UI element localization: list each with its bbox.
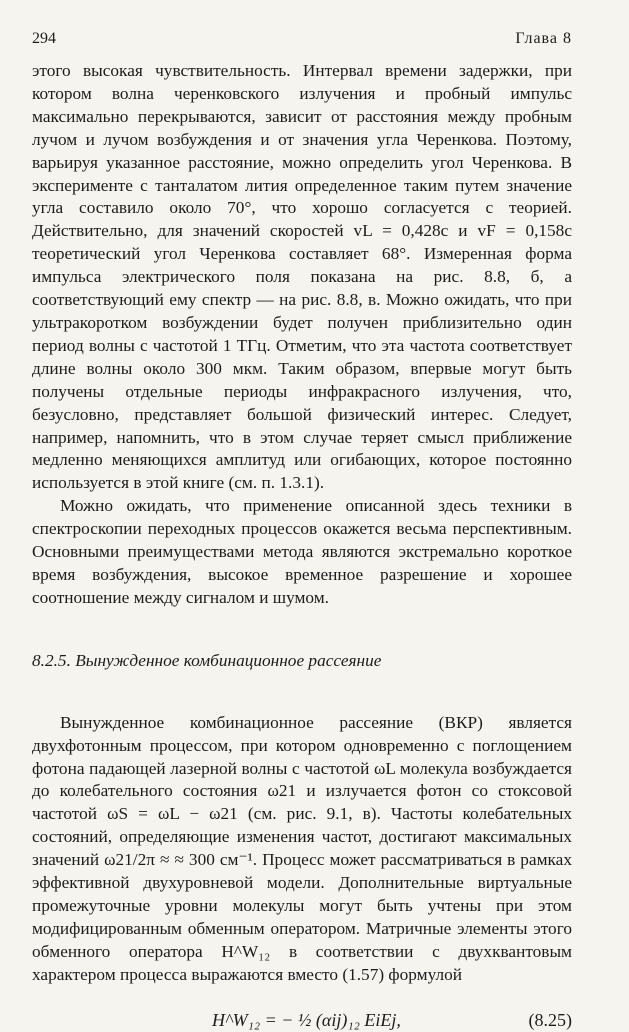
formula-expression: H^W₁₂ = − ½ (αij)₁₂ EiEj,	[212, 1009, 401, 1030]
chapter-label: Глава 8	[515, 30, 572, 47]
paragraph: Вынужденное комбинационное рассеяние (ВКР) является двухфотонным процессом, при котором одновременно с поглощением фотона падающей лазерной волны с частотой ωL молекула возбуждается до колебательного состояния ω21 и излучается фотон со стоксовой частотой ωS = ωL − ω21 (см. рис. 9.1, в). Частоты колебательных состояний, определяющие изменения частот, достигают максимальных значений ω21/2π ≈ ≈ 300 см⁻¹. Процесс может рассматриваться в рамках эффективной двухуровневой модели. Дополнительные виртуальные промежуточные уровни молекулы могут быть учтены при этом модифицированным обменным оператором. Матричные элементы этого обменного оператора H^W₁₂ в соответствии с двухквантовым характером процесса выражаются вместо (1.57) формулой	[32, 712, 572, 984]
paragraph: Можно ожидать, что применение описанной здесь техники в спектроскопии переходных процессов окажется весьма перспективным. Основными преимуществами метода являются экстремально короткое время возбуждения, высокое временное разрешение и хорошее соотношение между сигналом и шумом.	[32, 496, 572, 607]
page-header	[32, 30, 572, 60]
formula-number: (8.25)	[528, 1009, 572, 1030]
formula	[32, 1009, 572, 1032]
paragraph: этого высокая чувствительность. Интервал времени задержки, при котором волна черенковского излучения и пробный импульс максимально перекрываются, зависит от расстояния между пробным лучом и лучом возбуждения и от значения угла Черенкова. Поэтому, варьируя указанное расстояние, можно определить угол Черенкова. В эксперименте с танталатом лития определенное таким путем значение угла составило около 70°, что хорошо согласуется с теорией. Действительно, для значений скоростей vL = 0,428c и vF = 0,158c теоретический угол Черенкова составляет 68°. Измеренная форма импульса электрического поля показана на рис. 8.8, б, а соответствующий ему спектр — на рис. 8.8, в. Можно ожидать, что при ультракоротком возбуждении будет получен приблизительно один период волны с частотой 1 ТГц. Отметим, что эта частота соответствует длине волны около 300 мкм. Таким образом, впервые могут быть получены отдельные периоды инфракрасного излучения, что, безусловно, представляет большой физический интерес. Следует, например, напомнить, что в этом случае теряет смысл приближение медленно меняющихся амплитуд или огибающих, которое постоянно используется в этой книге (см. п. 1.3.1).	[32, 61, 572, 493]
book-page	[32, 30, 572, 1030]
body-text	[32, 60, 572, 1032]
section-title: 8.2.5. Вынужденное комбинационное рассеяние	[32, 650, 382, 670]
page-number: 294	[32, 30, 56, 47]
